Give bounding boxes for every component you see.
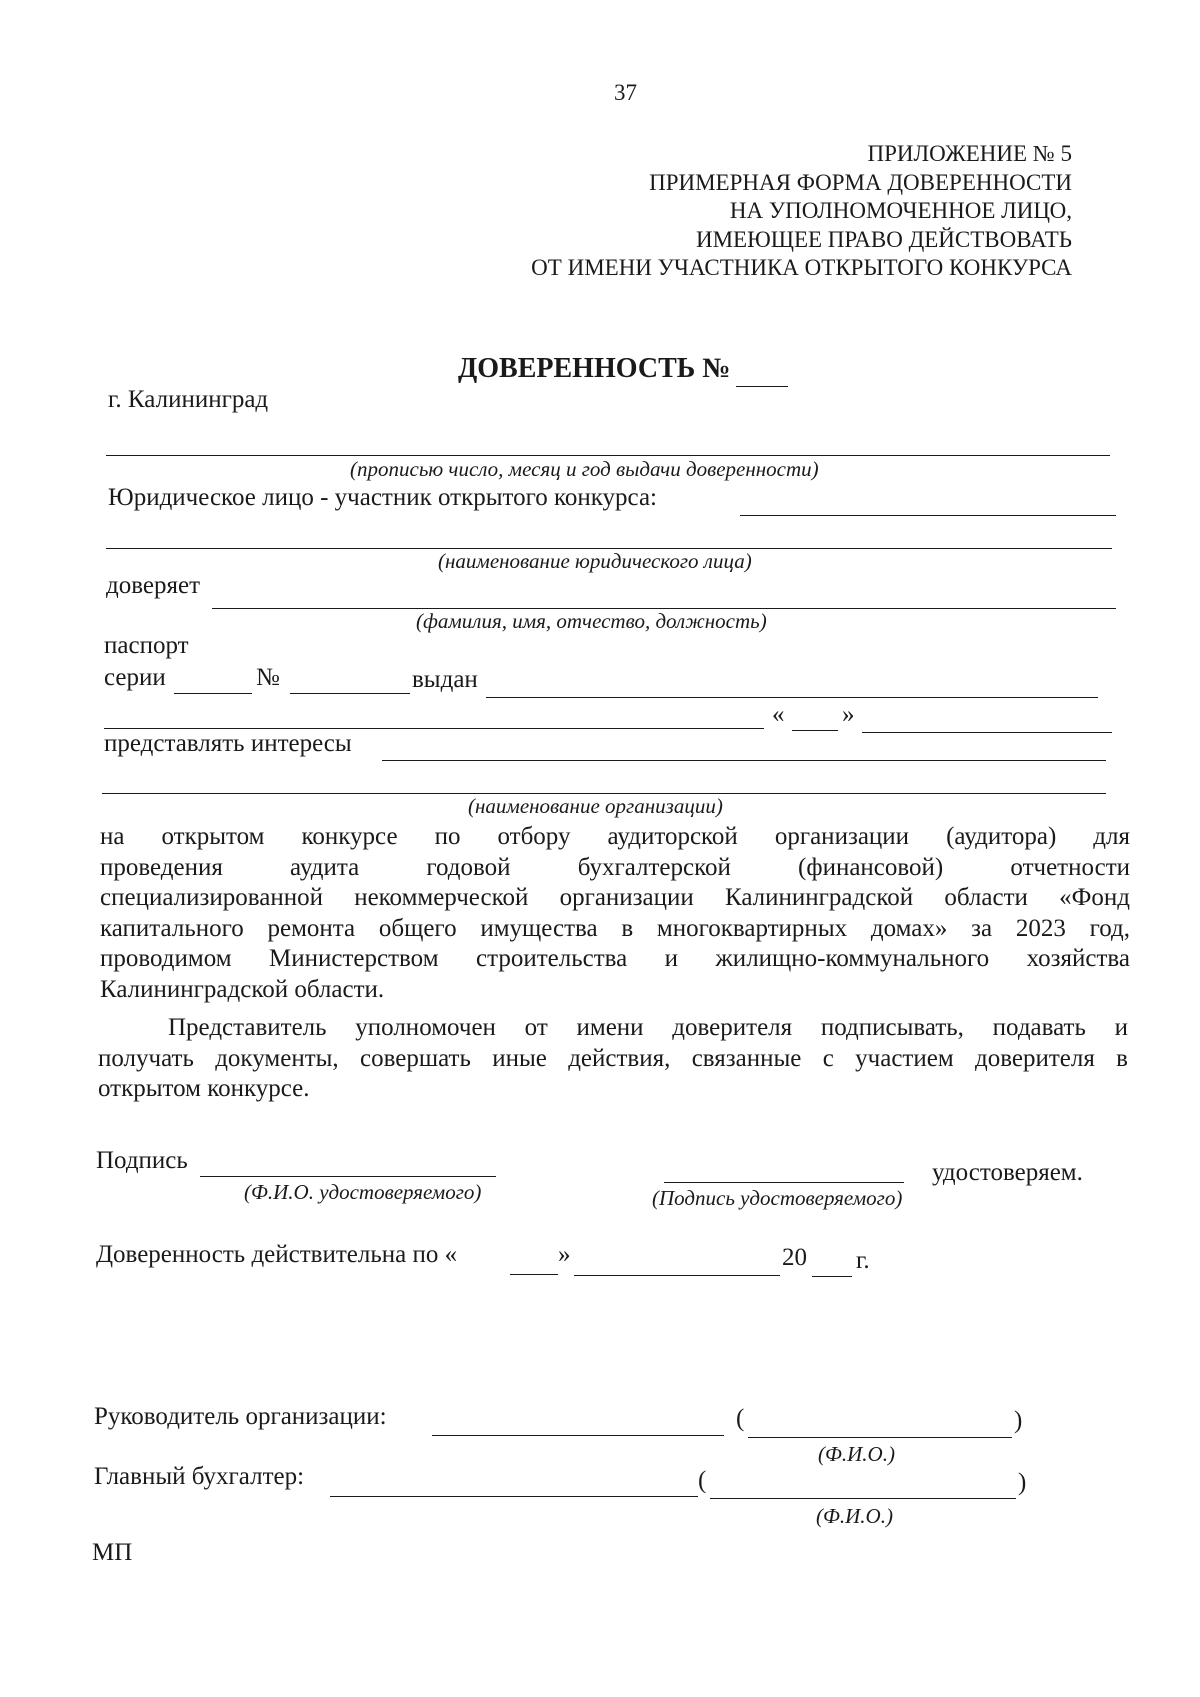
date-caption: (прописью число, месяц и год выдачи доверенности) [350,457,819,481]
legal-entity-label: Юридическое лицо - участник открытого конкурса: [108,484,657,511]
accountant-fio-caption: (Ф.И.О.) [816,1504,893,1528]
page-number: 37 [614,80,637,105]
head-label: Руководитель организации: [94,1403,387,1430]
signature-certified-caption: (Подпись удостоверяемого) [652,1186,903,1210]
validity-year-field-line[interactable] [812,1276,852,1277]
validity-year-suffix: г. [856,1247,870,1274]
signature-field-line[interactable] [200,1176,496,1177]
head-fio-field-line[interactable] [748,1437,1012,1438]
passport-number-field-line[interactable] [290,693,410,694]
head-paren-close: ) [1014,1407,1023,1434]
stamp-place: МП [92,1539,133,1566]
validity-year-prefix: 20 [782,1244,807,1271]
represent-label: представлять интересы [104,730,352,757]
body-paragraph-2 [98,1013,1128,1105]
appendix-line: ИМЕЮЩЕЕ ПРАВО ДЕЙСТВОВАТЬ [696,226,1072,252]
series-field-line[interactable] [174,693,252,694]
appendix-line: ПРИМЕРНАЯ ФОРМА ДОВЕРЕННОСТИ [649,169,1072,195]
issued-label: выдан [412,666,478,693]
appendix-header [531,140,1072,283]
legal-entity-caption: (наименование юридического лица) [438,549,752,573]
date-field-line[interactable] [106,455,1110,456]
paragraph-line: проводимом Министерством строительства и жилищно-коммунального хозяйства [100,945,1130,972]
paragraph-line: Представитель уполномочен от имени доверителя подписывать, подавать и [168,1014,1128,1041]
signature-label: Подпись [96,1147,188,1174]
paragraph-line: Калининградской области. [100,975,385,1003]
paragraph-line: проведения аудита годовой бухгалтерской (финансовой) отчетности [100,853,1130,881]
issued-field-line[interactable] [486,697,1098,698]
person-caption: (фамилия, имя, отчество, должность) [416,609,767,633]
body-paragraph-1 [100,822,1130,1005]
quote-close: » [842,701,855,728]
represent-field-line[interactable] [382,760,1106,761]
title-number-line[interactable] [736,386,788,387]
accountant-paren-open: ( [698,1467,707,1494]
city: г. Калининград [108,386,269,413]
paragraph-line: получать документы, совершать иные действия, связанные с участием доверителя в [98,1044,1128,1072]
accountant-signature-field-line[interactable] [330,1496,698,1497]
appendix-line: НА УПОЛНОМОЧЕННОЕ ЛИЦО, [729,198,1072,223]
legal-entity-field-line[interactable] [740,515,1116,516]
series-label: серии [104,664,166,691]
validity-quote-close: » [558,1241,571,1268]
passport-label: паспорт [104,632,189,659]
paragraph-line: специализированной некоммерческой организации Калининградской области «Фонд [100,884,1130,911]
paragraph-line: открытом конкурсе. [98,1075,310,1102]
document-title: ДОВЕРЕННОСТЬ № [458,353,731,384]
quote-open: « [772,701,785,728]
issue-day-field-line[interactable] [792,730,838,731]
accountant-paren-close: ) [1018,1469,1027,1496]
paragraph-line: на открытом конкурсе по отбору аудиторской организации (аудитора) для [100,823,1130,850]
trusts-label: доверяет [106,572,200,599]
issue-month-field-line[interactable] [862,732,1112,733]
validity-label: Доверенность действительна по « [96,1241,458,1268]
certified-signature-field-line[interactable] [664,1182,904,1183]
certify-label: удостоверяем. [932,1159,1083,1186]
validity-month-field-line[interactable] [574,1275,780,1276]
accountant-fio-field-line[interactable] [710,1498,1016,1499]
fio-certified-caption: (Ф.И.О. удостоверяемого) [244,1180,482,1204]
head-fio-caption: (Ф.И.О.) [818,1442,895,1466]
appendix-line: ПРИЛОЖЕНИЕ № 5 [867,141,1072,166]
accountant-label: Главный бухгалтер: [94,1463,305,1490]
paragraph-line: капитального ремонта общего имущества в многоквартирных домах» за 2023 год, [100,914,1130,942]
number-sign: № [256,664,280,691]
validity-day-field-line[interactable] [510,1274,558,1275]
head-signature-field-line[interactable] [432,1435,724,1436]
organization-caption: (наименование организации) [468,794,723,818]
appendix-line: ОТ ИМЕНИ УЧАСТНИКА ОТКРЫТОГО КОНКУРСА [531,255,1072,280]
head-paren-open: ( [736,1405,745,1432]
